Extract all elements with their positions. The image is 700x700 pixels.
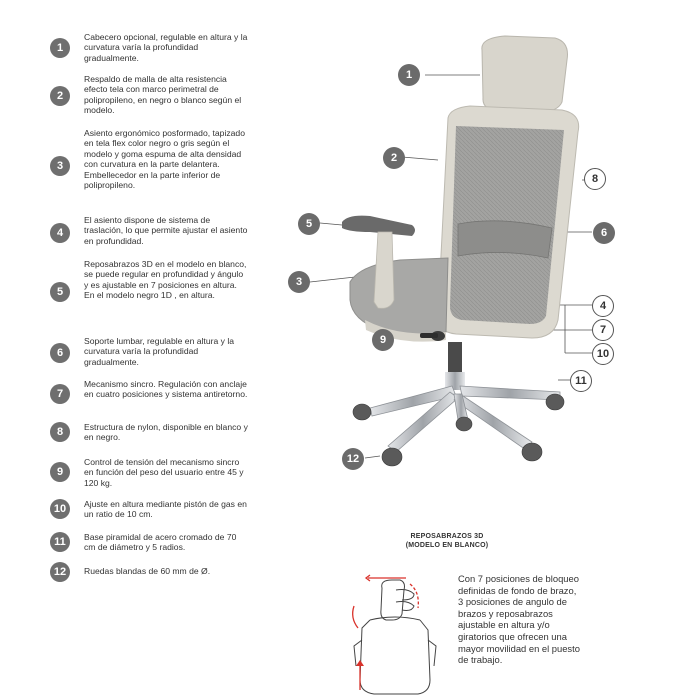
chair-illustration: [270, 20, 700, 480]
feature-text: Respaldo de malla de alta resistencia efecto tela con marco perimetral de polipropileno, en negro o blanco según el modelo.: [84, 74, 242, 116]
feature-number-badge: 9: [50, 462, 70, 482]
feature-text: Asiento ergonómico posformado, tapizado en tela flex color negro o gris según el modelo y goma espuma de alta densidad con curvatura en la parte delantera. Embellecedor en la parte inferior de polipropileno.: [84, 128, 245, 191]
feature-number-badge: 6: [50, 343, 70, 363]
callout-badge-2: 2: [383, 147, 405, 169]
callout-badge-7: 7: [592, 319, 614, 341]
feature-text: Ruedas blandas de 60 mm de Ø.: [84, 566, 211, 576]
feature-text: Soporte lumbar, regulable en altura y la curvatura varía la profundidad gradualmente.: [84, 336, 235, 367]
armrest-title: [392, 532, 502, 550]
callout-badge-6: 6: [593, 222, 615, 244]
callout-badge-11: 11: [570, 370, 592, 392]
feature-item-8: [52, 422, 248, 443]
feature-item-2: [52, 74, 248, 116]
feature-item-11: [52, 532, 248, 553]
callout-badge-1: 1: [398, 64, 420, 86]
feature-item-5: [52, 259, 248, 301]
feature-item-6: [52, 336, 248, 367]
callout-badge-3: 3: [288, 271, 310, 293]
armrest-description: Con 7 posiciones de bloqueo definidas de fondo de brazo, 3 posiciones de angulo de brazos y reposabrazos ajustable en altura y/o giratorios que ofrecen una mayor movilidad en el puesto de trabajo.: [458, 573, 580, 666]
feature-number-badge: 12: [50, 562, 70, 582]
feature-number-badge: 7: [50, 384, 70, 404]
feature-text: Reposabrazos 3D en el modelo en blanco, se puede regular en profundidad y ángulo y es ajustable en 7 posiciones en altura. En el modelo negro 1D , en altura.: [84, 259, 247, 301]
feature-item-7: [52, 379, 248, 400]
feature-number-badge: 11: [50, 532, 70, 552]
callout-badge-10: 10: [592, 343, 614, 365]
callout-badge-8: 8: [584, 168, 606, 190]
feature-list: [0, 0, 250, 600]
feature-item-1: [52, 32, 248, 63]
feature-item-10: [52, 499, 248, 520]
feature-number-badge: 4: [50, 223, 70, 243]
feature-text: El asiento dispone de sistema de traslación, lo que permite ajustar el asiento en profundidad.: [84, 215, 248, 246]
feature-item-4: [52, 215, 248, 246]
feature-text: Mecanismo sincro. Regulación con anclaje en cuatro posiciones y sistema antiretorno.: [84, 379, 248, 400]
feature-item-12: [52, 566, 248, 576]
feature-number-badge: 5: [50, 282, 70, 302]
armrest-title-line1: REPOSABRAZOS 3D: [410, 533, 484, 540]
feature-item-3: [52, 128, 248, 190]
feature-text: Ajuste en altura mediante pistón de gas en un ratio de 10 cm.: [84, 499, 247, 520]
feature-text: Cabecero opcional, regulable en altura y la curvatura varía la profundidad gradualmente.: [84, 32, 248, 63]
callout-badge-12: 12: [342, 448, 364, 470]
feature-text: Base piramidal de acero cromado de 70 cm de diámetro y 5 radios.: [84, 532, 237, 553]
feature-text: Control de tensión del mecanismo sincro en función del peso del usuario entre 45 y 120 kg.: [84, 457, 244, 488]
feature-number-badge: 3: [50, 156, 70, 176]
armrest-title-line2: (MODELO EN BLANCO): [405, 542, 489, 549]
feature-number-badge: 8: [50, 422, 70, 442]
callout-badge-5: 5: [298, 213, 320, 235]
feature-number-badge: 2: [50, 86, 70, 106]
feature-number-badge: 1: [50, 38, 70, 58]
feature-number-badge: 10: [50, 499, 70, 519]
callout-badge-9: 9: [372, 329, 394, 351]
armrest-diagram: [340, 570, 450, 700]
feature-text: Estructura de nylon, disponible en blanco y en negro.: [84, 422, 248, 443]
callout-badge-4: 4: [592, 295, 614, 317]
feature-item-9: [52, 457, 248, 488]
